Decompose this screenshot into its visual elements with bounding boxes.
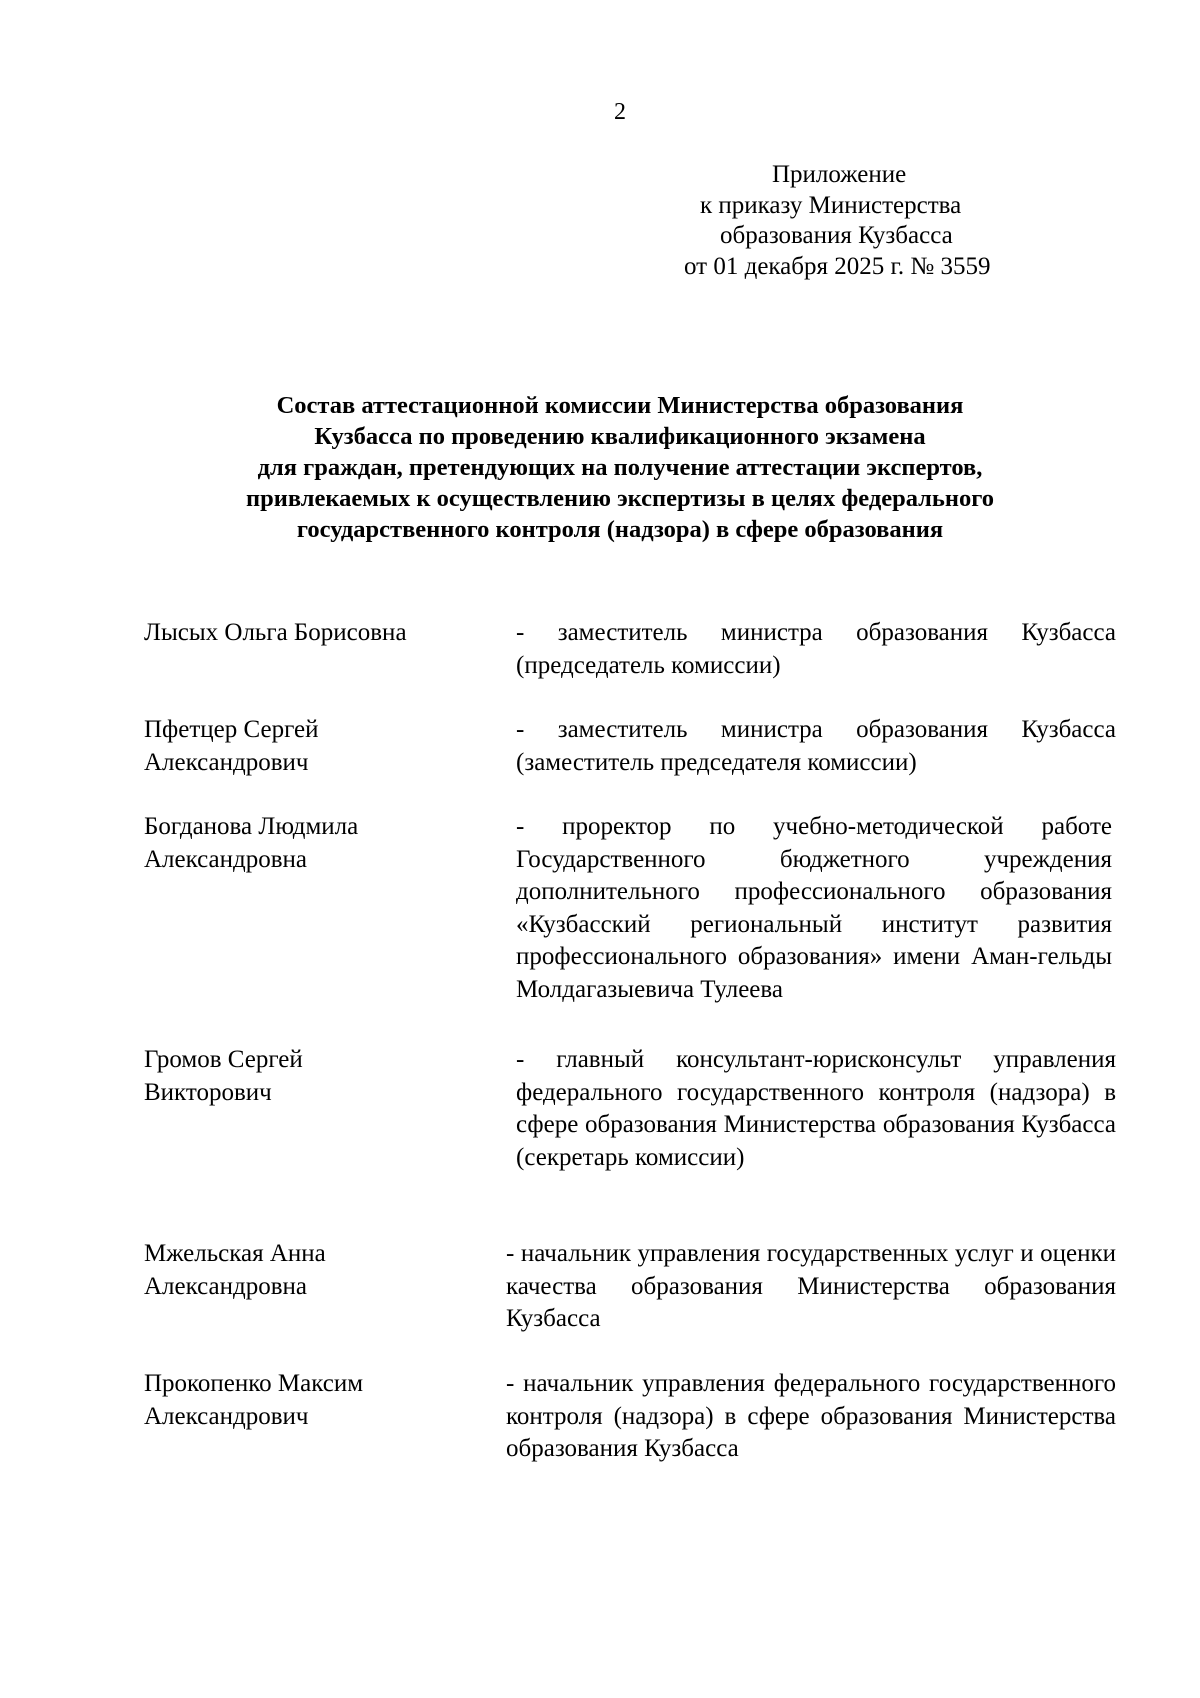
document-title [140,390,1100,545]
title-line: привлекаемых к осуществлению экспертизы в целях федерального [245,485,995,512]
member-role: - начальник управления государственных услуг и оценки качества образования Министерства образования Кузбасса [506,1240,1116,1332]
member-role: - главный консультант-юрисконсульт управления федерального государственного контроля (надзора) в сфере образования Министерства образования Кузбасса (секретарь комиссии) [516,1046,1116,1171]
appendix-line: Приложение [772,161,907,188]
member-name: Пфетцер Сергей Александрович [144,716,319,776]
title-line: государственного контроля (надзора) в сфере образования [296,516,944,543]
member-name: Мжельская Анна Александровна [144,1240,326,1300]
member-name: Громов Сергей Викторович [144,1046,303,1106]
member-role: - заместитель министра образования Кузбасса (председатель комиссии) [516,619,1116,679]
appendix-line: образования Кузбасса [720,222,953,249]
member-name: Прокопенко Максим Александрович [144,1370,364,1430]
appendix-line: от 01 декабря 2025 г. № 3559 [684,252,991,280]
member-role: - проректор по учебно-методической работе Государственного бюджетного учреждения дополнительного профессионального образования «Кузбасский региональный институт развития профессионального образования» имени Аман-гельды Молдагазыевича Тулеева [516,813,1112,1003]
appendix-block [684,160,1130,282]
member-role: - начальник управления федерального государственного контроля (надзора) в сфере образования Министерства образования Кузбасса [506,1370,1116,1462]
title-line: для граждан, претендующих на получение аттестации экспертов, [257,454,983,481]
title-line: Состав аттестационной комиссии Министерства образования [276,392,964,419]
member-name: Лысых Ольга Борисовна [144,619,407,646]
member-role: - заместитель министра образования Кузбасса (заместитель председателя комиссии) [516,716,1116,776]
page-number: 2 [614,99,626,125]
title-line: Кузбасса по проведению квалификационного экзамена [314,423,926,450]
appendix-line: к приказу Министерства [700,191,962,219]
member-name: Богданова Людмила Александровна [144,813,359,873]
